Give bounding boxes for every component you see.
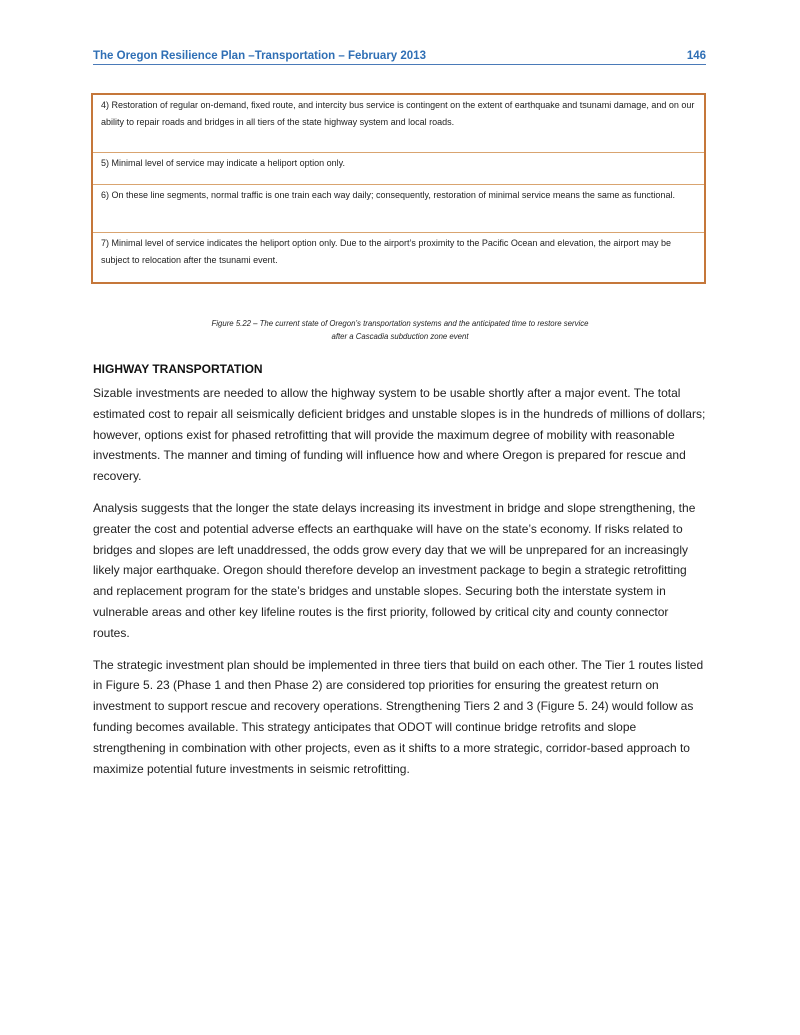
paragraph-2: Analysis suggests that the longer the state delays increasing its investment in bridge and slope strengthening, the greater the cost and potential adverse effects an earthquake will have on the state’s economy. If risks related to bridges and slopes are left unaddressed, the odds grow every day that we will be unprepared for an increasingly likely major earthquake. Oregon should therefore develop an investment package to begin a strategic retrofitting and replacement program for the state’s bridges and unstable slopes. Securing both the interstate system in vulnerable areas and other key lifeline routes is the first priority, followed by critical city and county connector routes.: [93, 500, 696, 640]
running-header: [93, 50, 706, 65]
section-heading: HIGHWAY TRANSPORTATION: [93, 362, 263, 376]
footnote-7: 7) Minimal level of service indicates the heliport option only. Due to the airport’s proximity to the Pacific Ocean and elevation, the airport may be subject to relocation after the tsunami event.: [93, 232, 704, 282]
figure-caption: [100, 317, 700, 343]
figure-caption-line-2: after a Cascadia subduction zone event: [331, 332, 469, 341]
paragraph-1: Sizable investments are needed to allow the highway system to be usable shortly after a major event. The total estimated cost to repair all seismically deficient bridges and unstable slopes is in the hundreds of millions of dollars; however, options exist for phased retrofitting that will provide the maximum degree of mobility with reasonable investments. The manner and timing of funding will influence how and where Oregon is prepared for rescue and recovery.: [93, 386, 706, 484]
body-text: [93, 383, 707, 790]
page-number: 146: [686, 50, 706, 62]
footnote-6: 6) On these line segments, normal traffic is one train each way daily; consequently, restoration of minimal service means the same as functional.: [93, 184, 704, 232]
table-footnotes: [91, 93, 706, 284]
footnote-4: 4) Restoration of regular on-demand, fixed route, and intercity bus service is contingent on the extent of earthquake and tsunami damage, and on our ability to repair roads and bridges in all tiers of the state highway system and local roads.: [101, 100, 695, 127]
figure-caption-line-1: Figure 5.22 – The current state of Oregon’s transportation systems and the anticipated time to restore service: [211, 319, 589, 328]
paragraph-3: The strategic investment plan should be implemented in three tiers that build on each other. The Tier 1 routes listed in Figure 5. 23 (Phase 1 and then Phase 2) are considered top priorities for ensuring the greatest return on investment to support rescue and recovery operations. Strengthening Tiers 2 and 3 (Figure 5. 24) would follow as funding becomes available. This strategy anticipates that ODOT will continue bridge retrofits and slope strengthening in combination with other projects, even as it shifts to a more strategic, corridor-based approach to maximize potential future investments in seismic retrofitting.: [93, 657, 704, 776]
footnote-5: 5) Minimal level of service may indicate a heliport option only.: [93, 152, 704, 184]
header-title: The Oregon Resilience Plan –Transportation – February 2013: [93, 50, 426, 62]
